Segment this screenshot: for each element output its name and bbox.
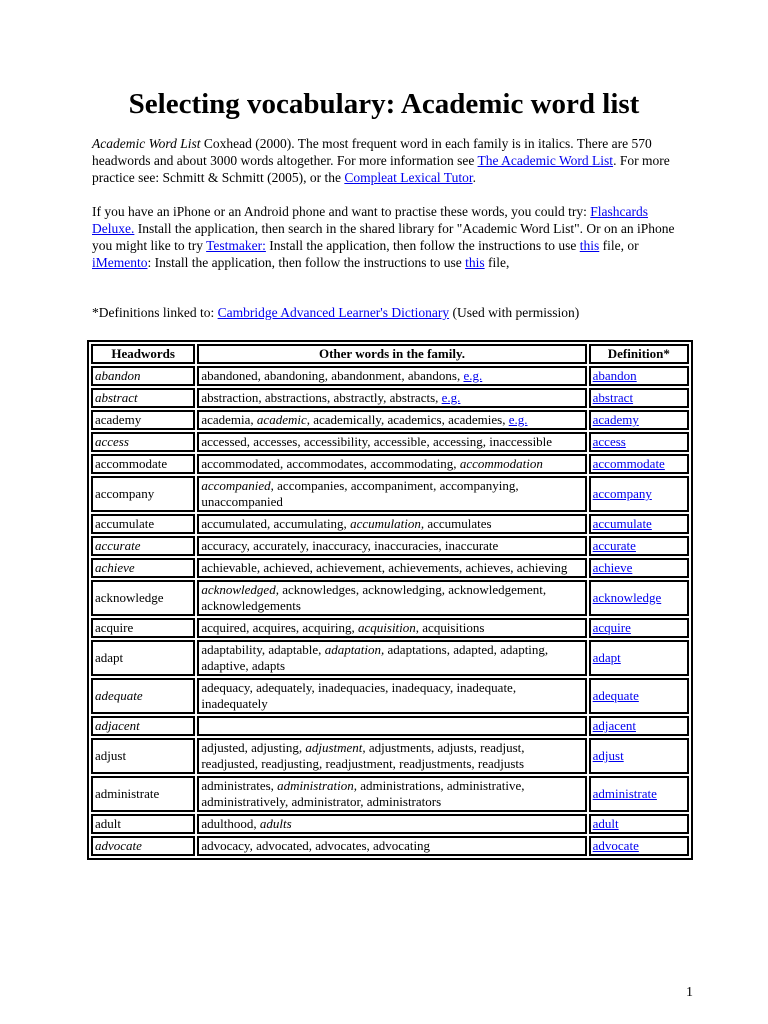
- definition-cell: [589, 476, 689, 512]
- definition-cell: [589, 738, 689, 774]
- definition-link[interactable]: abandon: [592, 368, 637, 383]
- frequent-word: acquisition: [358, 620, 416, 635]
- definition-cell: [589, 410, 689, 430]
- note-text: *Definitions linked to:: [92, 305, 218, 320]
- family-cell: [197, 558, 586, 578]
- family-cell: [197, 618, 586, 638]
- headword-cell: accumulate: [91, 514, 195, 534]
- definition-link[interactable]: accurate: [592, 538, 636, 553]
- family-cell: [197, 716, 586, 736]
- page-number: 1: [686, 985, 693, 1000]
- headword-cell: accurate: [91, 536, 195, 556]
- family-words: advocacy, advocated, advocates, advocating: [201, 838, 431, 853]
- family-words: adaptability, adaptable,: [201, 642, 325, 657]
- apps-text: Install the application, then search in the shared library for "Academic Word List". Or on an iPhone you might like to try: [92, 221, 675, 253]
- family-words: accommodated, accommodates, accommodating,: [201, 456, 460, 471]
- family-cell: [197, 388, 586, 408]
- headword-cell: academy: [91, 410, 195, 430]
- family-cell: [197, 432, 586, 452]
- family-words: adulthood,: [201, 816, 260, 831]
- frequent-word: administration,: [277, 778, 357, 793]
- definition-cell: [589, 536, 689, 556]
- awl-name: Academic Word List: [92, 136, 201, 151]
- definitions-note: [92, 304, 687, 321]
- frequent-word: academic: [256, 412, 307, 427]
- family-cell: [197, 640, 586, 676]
- headword-cell: adjust: [91, 738, 195, 774]
- headword-cell: adequate: [91, 678, 195, 714]
- definition-cell: [589, 580, 689, 616]
- apps-text: If you have an iPhone or an Android phone and want to practise these words, you could try:: [92, 204, 591, 219]
- apps-text: file,: [484, 255, 510, 270]
- definition-cell: [589, 836, 689, 856]
- academic-word-list-link[interactable]: The Academic Word List: [477, 153, 614, 168]
- table-row: [91, 640, 689, 676]
- definition-link[interactable]: adjacent: [592, 718, 636, 733]
- headword-cell: abstract: [91, 388, 195, 408]
- headword-cell: administrate: [91, 776, 195, 812]
- intro-text: . For more practice see: Schmitt & Schmitt (2005), or the: [92, 153, 670, 185]
- family-words: adaptations, adapted, adapting, adaptive, adapts: [201, 642, 549, 673]
- apps-paragraph: [92, 203, 687, 271]
- headword-cell: adjacent: [91, 716, 195, 736]
- definition-link[interactable]: abstract: [592, 390, 634, 405]
- definition-link[interactable]: accompany: [592, 486, 652, 501]
- intro-text: .: [472, 170, 476, 185]
- family-words: accumulates: [424, 516, 492, 531]
- definition-link[interactable]: acknowledge: [592, 590, 662, 605]
- table-row: [91, 618, 689, 638]
- definition-header: Definition*: [589, 344, 689, 364]
- headword-cell: adult: [91, 814, 195, 834]
- family-words: , accompanies, accompaniment, accompanying, unaccompanied: [201, 478, 519, 509]
- table-row: [91, 366, 689, 386]
- family-words: adjustments, adjusts, readjust, readjusted, readjusting, readjustment, readjustments, readjusts: [201, 740, 525, 771]
- table-row: [91, 836, 689, 856]
- definition-link[interactable]: adequate: [592, 688, 639, 703]
- table-row: [91, 432, 689, 452]
- table-row: [91, 814, 689, 834]
- compleat-lexical-tutor-link[interactable]: Compleat Lexical Tutor: [344, 170, 473, 185]
- definition-cell: [589, 776, 689, 812]
- definition-cell: [589, 514, 689, 534]
- cambridge-dictionary-link[interactable]: Cambridge Advanced Learner's Dictionary: [217, 305, 450, 320]
- family-words: adjusted, adjusting,: [201, 740, 306, 755]
- definition-link[interactable]: advocate: [592, 838, 639, 853]
- intro-paragraph: [92, 135, 687, 186]
- family-cell: [197, 814, 586, 834]
- word-family-table: [87, 340, 693, 860]
- family-words: acknowledges, acknowledging, acknowledgement, acknowledgements: [201, 582, 547, 613]
- family-cell: [197, 836, 586, 856]
- definition-cell: [589, 640, 689, 676]
- table-row: [91, 558, 689, 578]
- definition-cell: [589, 814, 689, 834]
- family-header: Other words in the family.: [197, 344, 586, 364]
- definition-cell: [589, 454, 689, 474]
- family-cell: [197, 410, 586, 430]
- frequent-word: adjustment,: [305, 740, 366, 755]
- intro-text: Coxhead (2000). The most frequent word in each family is in italics. There are 570 headwords and about 3000 words altogether. For more information see: [92, 136, 652, 168]
- definition-link[interactable]: acquire: [592, 620, 631, 635]
- family-words: accuracy, accurately, inaccuracy, inaccuracies, inaccurate: [201, 538, 499, 553]
- definition-link[interactable]: academy: [592, 412, 639, 427]
- frequent-word: accommodation: [459, 456, 543, 471]
- frequent-word: adaptation,: [324, 642, 385, 657]
- family-words: , academically, academics, academies,: [306, 412, 509, 427]
- headword-cell: acknowledge: [91, 580, 195, 616]
- headword-cell: accommodate: [91, 454, 195, 474]
- definition-link[interactable]: adjust: [592, 748, 624, 763]
- family-words: abstraction, abstractions, abstractly, abstracts,: [201, 390, 442, 405]
- family-cell: [197, 476, 586, 512]
- table-row: [91, 580, 689, 616]
- definition-cell: [589, 366, 689, 386]
- table-row: [91, 678, 689, 714]
- definition-link[interactable]: adapt: [592, 650, 621, 665]
- definition-cell: [589, 618, 689, 638]
- family-cell: [197, 580, 586, 616]
- headword-cell: adapt: [91, 640, 195, 676]
- family-words: , acquisitions: [415, 620, 485, 635]
- definition-link[interactable]: access: [592, 434, 626, 449]
- frequent-word: adults: [259, 816, 292, 831]
- family-words: achievable, achieved, achievement, achievements, achieves, achieving: [201, 560, 568, 575]
- apps-text: : Install the application, then follow the instructions to use: [147, 255, 466, 270]
- table-row: [91, 388, 689, 408]
- definition-cell: [589, 716, 689, 736]
- family-words: abandoned, abandoning, abandonment, abandons,: [201, 368, 464, 383]
- family-cell: [197, 454, 586, 474]
- example-link[interactable]: e.g.: [508, 412, 528, 427]
- imemento-file-link[interactable]: this: [465, 255, 485, 270]
- family-cell: [197, 678, 586, 714]
- family-cell: [197, 366, 586, 386]
- frequent-word: accumulation,: [350, 516, 425, 531]
- table-header-row: [91, 344, 689, 364]
- family-cell: [197, 514, 586, 534]
- frequent-word: acknowledged,: [201, 582, 279, 597]
- family-cell: [197, 776, 586, 812]
- imemento-link[interactable]: iMemento: [92, 255, 148, 270]
- note-text: (Used with permission): [449, 305, 580, 320]
- table-row: [91, 536, 689, 556]
- definition-link[interactable]: administrate: [592, 786, 657, 801]
- table-row: [91, 514, 689, 534]
- family-words: administrations, administrative, administratively, administrator, administrators: [201, 778, 525, 809]
- family-words: administrates,: [201, 778, 278, 793]
- family-cell: [197, 738, 586, 774]
- headword-cell: access: [91, 432, 195, 452]
- headword-cell: acquire: [91, 618, 195, 638]
- testmaker-file-link[interactable]: this: [579, 238, 600, 253]
- family-words: accessed, accesses, accessibility, accessible, accessing, inaccessible: [201, 434, 553, 449]
- flashcards-deluxe-link[interactable]: Flashcards Deluxe.: [92, 204, 649, 236]
- frequent-word: accompanied: [201, 478, 271, 493]
- table-row: [91, 476, 689, 512]
- example-link[interactable]: e.g.: [463, 368, 483, 383]
- family-words: accumulated, accumulating,: [201, 516, 351, 531]
- table-row: [91, 738, 689, 774]
- example-link[interactable]: e.g.: [441, 390, 461, 405]
- family-cell: [197, 536, 586, 556]
- apps-text: Install the application, then follow the instructions to use: [265, 238, 580, 253]
- definition-link[interactable]: adult: [592, 816, 619, 831]
- definition-link[interactable]: accommodate: [592, 456, 665, 471]
- table-row: [91, 454, 689, 474]
- family-words: academia,: [201, 412, 257, 427]
- definition-link[interactable]: accumulate: [592, 516, 652, 531]
- headwords-header: Headwords: [91, 344, 195, 364]
- table-row: [91, 716, 689, 736]
- testmaker-link[interactable]: Testmaker:: [206, 238, 266, 253]
- page-title: Selecting vocabulary: Academic word list: [128, 88, 640, 120]
- definition-cell: [589, 678, 689, 714]
- definition-cell: [589, 558, 689, 578]
- table-row: [91, 776, 689, 812]
- table-row: [91, 410, 689, 430]
- headword-cell: achieve: [91, 558, 195, 578]
- apps-text: file, or: [599, 238, 639, 253]
- definition-cell: [589, 432, 689, 452]
- family-words: adequacy, adequately, inadequacies, inadequacy, inadequate, inadequately: [201, 680, 517, 711]
- headword-cell: abandon: [91, 366, 195, 386]
- headword-cell: advocate: [91, 836, 195, 856]
- headword-cell: accompany: [91, 476, 195, 512]
- definition-cell: [589, 388, 689, 408]
- family-words: acquired, acquires, acquiring,: [201, 620, 358, 635]
- definition-link[interactable]: achieve: [592, 560, 633, 575]
